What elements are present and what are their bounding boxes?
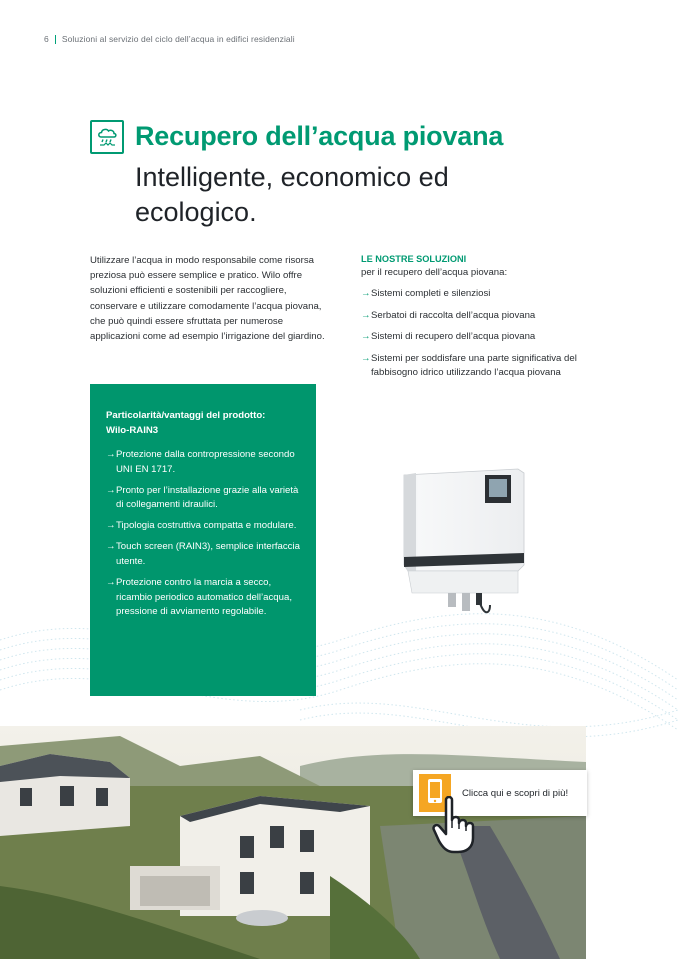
page-subtitle: Intelligente, economico ed ecologico. bbox=[135, 162, 449, 227]
solutions-list bbox=[361, 287, 601, 380]
solutions-heading: LE NOSTRE SOLUZIONI bbox=[361, 254, 467, 264]
arrow-right-icon: → bbox=[106, 541, 116, 553]
list-item: → Pronto per l’installazione grazie alla varietà di collegamenti idraulici. bbox=[106, 484, 299, 511]
list-item: → Sistemi di recupero dell’acqua piovana bbox=[361, 331, 536, 342]
list-item: → Sistemi per soddisfare una parte significativa del fabbisogno idrico utilizzando l’acqua piovana bbox=[361, 352, 577, 378]
list-item: → Protezione contro la marcia a secco, ricambio periodico automatico dell’acqua, pressione di avviamento regolabile. bbox=[106, 577, 292, 618]
residential-houses-photo bbox=[0, 726, 586, 959]
solutions-intro: per il recupero dell’acqua piovana: bbox=[361, 267, 508, 278]
pointing-hand-icon bbox=[432, 796, 494, 854]
arrow-right-icon: → bbox=[361, 309, 371, 321]
list-item: → Tipologia costruttiva compatta e modulare. bbox=[106, 519, 300, 534]
arrow-right-icon: → bbox=[106, 577, 116, 589]
page-title: Recupero dell’acqua piovana bbox=[135, 121, 504, 151]
features-title: Particolarità/vantaggi del prodotto: Wilo-RAIN3 bbox=[106, 410, 266, 436]
intro-paragraph: Utilizzare l’acqua in modo responsabile come risorsa preziosa può essere semplice e pratico. Wilo offre soluzioni efficienti e sostenibili per raccogliere, conservare e utilizzare comodamente l’acqua piovana, che può quindi essere sfruttata per numerose applicazioni come ad esempio l’irrigazione del giardino. bbox=[90, 255, 325, 343]
rain-cloud-icon bbox=[90, 120, 124, 154]
list-item: → Serbatoi di raccolta dell’acqua piovana bbox=[361, 309, 536, 321]
page-header bbox=[44, 34, 295, 44]
list-item: → Touch screen (RAIN3), semplice interfaccia utente. bbox=[106, 541, 300, 568]
list-item: → Sistemi completi e silenziosi bbox=[361, 288, 491, 299]
arrow-right-icon: → bbox=[361, 331, 371, 342]
arrow-right-icon: → bbox=[361, 288, 371, 299]
arrow-right-icon: → bbox=[361, 352, 371, 364]
arrow-right-icon: → bbox=[106, 520, 116, 532]
wilo-rain3-unit-image bbox=[398, 465, 530, 625]
list-item: → Protezione dalla contropressione secondo UNI EN 1717. bbox=[106, 449, 295, 475]
features-box bbox=[90, 384, 316, 696]
section-title: Soluzioni al servizio del ciclo dell’acqua in edifici residenziali bbox=[61, 34, 295, 44]
solutions-section bbox=[361, 253, 601, 387]
cta-label[interactable]: Clicca qui e scopri di più! bbox=[462, 788, 569, 799]
arrow-right-icon: → bbox=[106, 449, 116, 460]
header-divider bbox=[55, 35, 56, 44]
arrow-right-icon: → bbox=[106, 484, 116, 496]
features-list bbox=[106, 448, 300, 620]
page-number: 6 bbox=[44, 34, 49, 44]
